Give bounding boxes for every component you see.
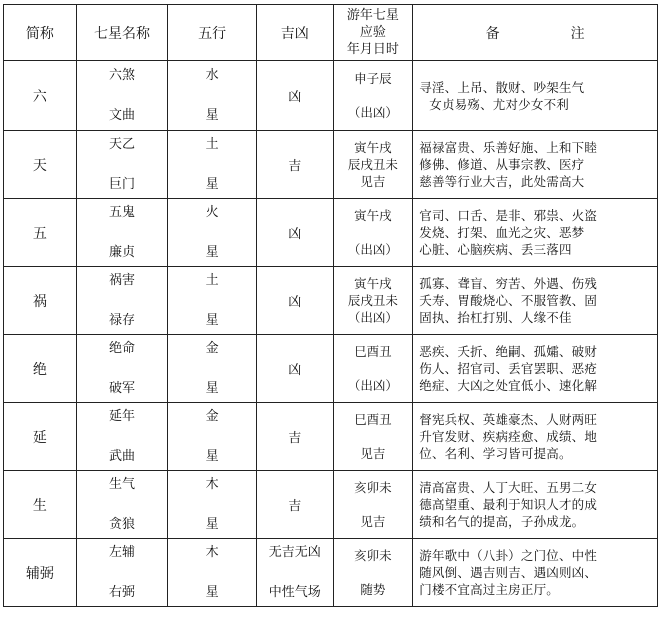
remark-line: 心脏、心脑疾病、丢三落四 [419,242,572,257]
row-element [168,61,257,131]
row-time [333,471,413,539]
star-alias: 右弼 [108,584,135,600]
time-line: （出凶） [347,242,398,257]
row-time [333,335,413,403]
element-suffix: 星 [205,448,219,464]
remark-line: 升官发财、疾病痊愈、成绩、地 [419,429,598,444]
time-line [334,428,413,445]
row-abbr: 祸 [4,267,77,335]
header-notes-a: 备 [485,25,500,42]
row-element [168,539,257,607]
element-suffix: 星 [205,176,219,192]
star-alias: 文曲 [108,107,135,123]
element-name: 水 [205,67,219,83]
element-name: 土 [205,272,219,288]
remark-line: 福禄富贵、乐善好施、上和下睦 [419,140,598,155]
time-line [334,496,413,513]
remark-line: 随风倒、遇吉则吉、遇凶则凶、 [419,565,598,580]
time-line: （出凶） [347,105,398,120]
time-line: （出凶） [347,310,398,325]
time-line: 见吉 [360,174,386,189]
element-name: 土 [205,136,219,152]
time-line: 见吉 [360,446,386,461]
header-row [4,5,658,61]
row-element [168,199,257,267]
remark-line: 慈善等行业大吉，此处需高大 [419,174,585,189]
row-element [168,267,257,335]
star-name: 六煞 [108,67,135,83]
element-suffix: 星 [205,244,219,260]
remark-line: 固执、抬杠打别、人缘不佳 [419,310,572,325]
remark-line: 位、名利、学习皆可提高。 [419,446,572,461]
element-name: 木 [205,476,219,492]
row-fortune: 吉 [256,403,333,471]
element-suffix: 星 [205,312,219,328]
header-star-name: 七星名称 [76,5,168,61]
header-time-line: 应验 [359,25,386,40]
row-star-names [76,199,168,267]
remark-line: 官司、口舌、是非、邪祟、火盗 [419,208,598,223]
remark-line: 门楼不宜高过主房正厅。 [419,582,559,597]
row-star-names [76,335,168,403]
remark-line: 修佛、修道、从事宗教、医疗 [419,157,585,172]
fortune-line: 无吉无凶 [268,544,321,560]
time-line: 申子辰 [354,71,392,86]
row-abbr: 辅弼 [4,539,77,607]
row-element [168,131,257,199]
time-line: 随势 [360,582,386,597]
remark-line: 发烧、打架、血光之灾、恶梦 [419,225,585,240]
remark-line: 绩和名气的提高，子孙成龙。 [419,514,585,529]
remark-line: 寻淫、上吊、散财、吵架生气 [419,79,585,95]
row-fortune: 凶 [256,267,333,335]
row-fortune: 凶 [256,199,333,267]
time-line: （出凶） [347,378,398,393]
time-line: 辰戌丑未 [347,293,398,308]
row-remarks [413,131,658,199]
row-remarks [413,471,658,539]
row-time [333,539,413,607]
row-fortune: 凶 [256,335,333,403]
time-line: 巳酉丑 [354,344,392,359]
row-abbr: 延 [4,403,77,471]
row-time [333,131,413,199]
row-fortune: 吉 [256,471,333,539]
star-alias: 武曲 [108,448,135,464]
fortune-line: 中性气场 [268,584,321,600]
table-row [4,403,658,471]
remark-line: 游年歌中（八卦）之门位、中性 [419,548,598,563]
row-time [333,403,413,471]
remark-line: 恶疾、夭折、绝嗣、孤孀、破财 [419,344,598,359]
star-name: 天乙 [108,136,135,152]
time-line [334,564,413,581]
row-time [333,61,413,131]
star-name: 延年 [108,408,135,424]
remark-line: 督宪兵权、英雄豪杰、人财两旺 [419,412,598,427]
table-row [4,335,658,403]
header-notes [413,5,658,61]
remark-line: 德高望重、最利于知识人才的成 [419,497,598,512]
header-time [333,5,413,61]
element-name: 金 [205,408,219,424]
time-line: 见吉 [360,514,386,529]
element-suffix: 星 [205,380,219,396]
seven-stars-table [3,4,658,607]
row-remarks [413,403,658,471]
star-name: 祸害 [108,272,135,288]
table-row [4,61,658,131]
star-name: 左辅 [108,544,135,560]
row-abbr: 天 [4,131,77,199]
element-name: 金 [205,340,219,356]
table-row [4,267,658,335]
header-fortune: 吉凶 [256,5,333,61]
row-abbr: 六 [4,61,77,131]
remark-line: 孤寡、聋盲、穷苦、外遇、伤残 [419,276,598,291]
time-line: 寅午戌 [354,140,392,155]
element-suffix: 星 [205,584,219,600]
time-line: 寅午戌 [354,208,392,223]
time-line [334,87,413,104]
remark-line: 伤人、招官司、丢官罢职、恶疮 [419,361,598,376]
row-time [333,267,413,335]
row-remarks [413,335,658,403]
star-name: 生气 [108,476,135,492]
element-suffix: 星 [205,516,219,532]
row-star-names [76,61,168,131]
remark-line: 女贞易殇、尤对少女不利 [429,96,569,112]
row-star-names [76,131,168,199]
row-fortune: 凶 [256,61,333,131]
remark-line: 清高富贵、人丁大旺、五男二女 [419,480,598,495]
table-row [4,199,658,267]
table-row [4,539,658,607]
remark-line: 绝症、大凶之处宜低小、速化解 [419,378,598,393]
row-remarks [413,267,658,335]
row-abbr: 五 [4,199,77,267]
row-remarks [413,61,658,131]
time-line: 寅午戌 [354,276,392,291]
time-line: 巳酉丑 [354,412,392,427]
table-row [4,471,658,539]
row-fortune [256,539,333,607]
row-remarks [413,539,658,607]
row-fortune: 吉 [256,131,333,199]
row-star-names [76,403,168,471]
row-star-names [76,539,168,607]
element-name: 木 [205,544,219,560]
remark-line: 夭寿、胃酸烧心、不服管教、固 [419,293,598,308]
row-element [168,335,257,403]
row-abbr: 绝 [4,335,77,403]
table-row [4,131,658,199]
row-abbr: 生 [4,471,77,539]
table-container [3,4,658,607]
header-time-line: 年月日时 [346,42,399,57]
star-alias: 贪狼 [108,516,135,532]
header-notes-b: 注 [570,25,585,42]
element-suffix: 星 [205,107,219,123]
star-alias: 廉贞 [108,244,135,260]
time-line: 亥卯未 [354,548,392,563]
star-alias: 破军 [108,380,135,396]
time-line [334,224,413,241]
row-time [333,199,413,267]
star-alias: 禄存 [108,312,135,328]
header-element: 五行 [168,5,257,61]
star-alias: 巨门 [108,176,135,192]
time-line: 辰戌丑未 [347,157,398,172]
row-element [168,471,257,539]
element-name: 火 [205,204,219,220]
row-remarks [413,199,658,267]
time-line: 亥卯未 [354,480,392,495]
time-line [334,360,413,377]
header-time-line: 游年七星 [346,8,399,23]
header-abbr: 简称 [4,5,77,61]
row-element [168,403,257,471]
star-name: 五鬼 [108,204,135,220]
row-star-names [76,267,168,335]
star-name: 绝命 [108,340,135,356]
row-star-names [76,471,168,539]
